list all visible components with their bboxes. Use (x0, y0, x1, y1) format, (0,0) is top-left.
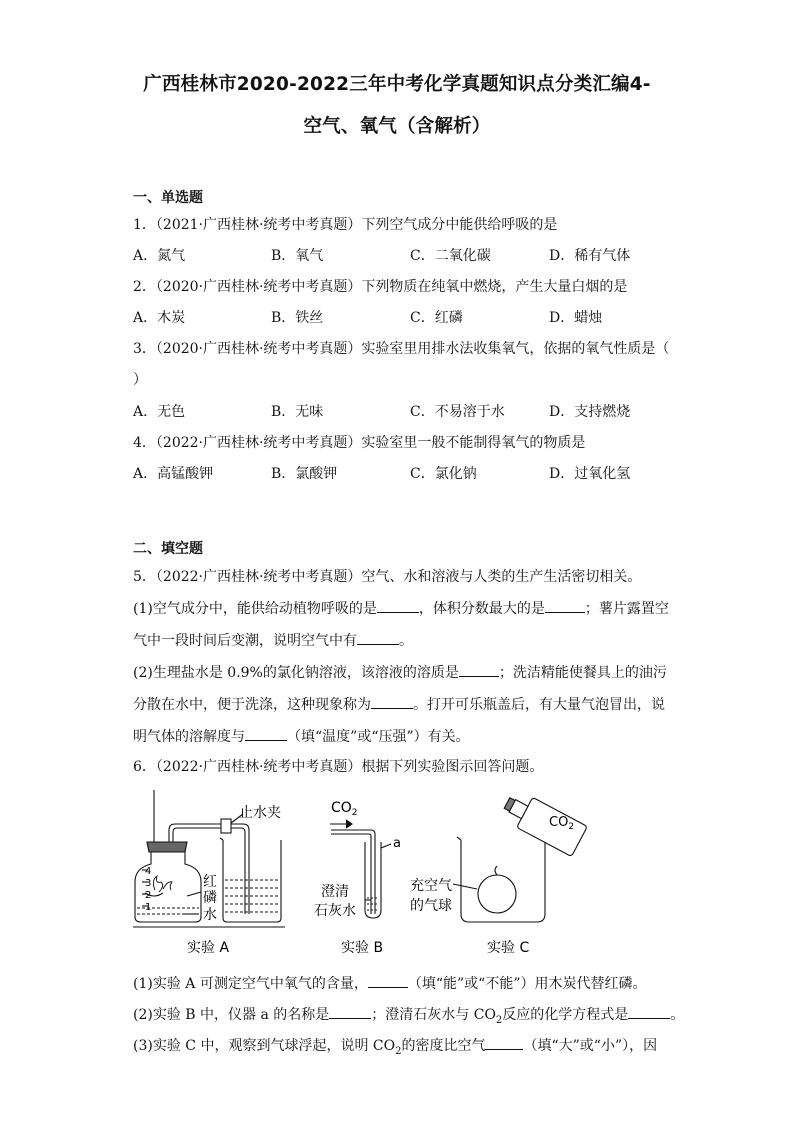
q6-p2-subscript: 2 (495, 1014, 503, 1026)
q6-p1-text-b: （填“能”或“不能”）用木炭代替红磷。 (407, 976, 647, 992)
section-heading-fill-in: 二、填空题 (133, 541, 203, 557)
q6-p3-text-b: 的密度比空气 (401, 1038, 486, 1054)
question-3-stem: 3．（2020·广西桂林·统考中考真题）实验室里用排水法收集氧气，依据的氧气性质是（ (133, 341, 670, 357)
q6-blank-4[interactable] (485, 1035, 523, 1050)
q6-p3-text-a: (3)实验 C 中，观察到气球浮起，说明 CO (133, 1038, 396, 1054)
q5-p1-text-c: ；薯片露置空 (584, 601, 669, 617)
question-2-option-a: A．木炭 (133, 310, 186, 326)
q6-p2-text-d: 。 (670, 1007, 685, 1023)
label-clip: 止水夹 (239, 805, 281, 821)
question-2-option-d: D．蜡烛 (549, 310, 603, 326)
question-5-part-1-line-1 (133, 598, 669, 618)
caption-experiment-a: 实验 A (187, 940, 230, 956)
q6-p3-subscript: 2 (395, 1045, 402, 1057)
caption-experiment-c: 实验 C (487, 940, 530, 956)
q5-blank-3[interactable] (357, 630, 399, 645)
q5-blank-6[interactable] (245, 726, 287, 741)
question-5-part-2-line-1 (133, 662, 667, 682)
question-1-stem: 1．（2021·广西桂林·统考中考真题）下列空气成分中能供给呼吸的是 (133, 217, 558, 233)
experiment-figure (125, 786, 685, 958)
q6-p1-text-a: (1)实验 A 可测定空气中氧气的含量， (133, 976, 368, 992)
q5-p2-text-e: 明气体的溶解度与 (133, 729, 245, 745)
question-3-option-c: C．不易溶于水 (410, 404, 505, 420)
q6-blank-3[interactable] (628, 1004, 670, 1019)
q5-p1-text-a: (1)空气成分中，能供给动植物呼吸的是 (133, 601, 377, 617)
label-red-phosphorus-1: 红 (203, 874, 217, 890)
section-heading-single-choice: 一、单选题 (133, 190, 203, 206)
q5-p1-text-b: ，体积分数最大的是 (418, 601, 545, 617)
q6-p2-text-c: 反应的化学方程式是 (502, 1007, 629, 1023)
question-2-option-b: B．铁丝 (271, 310, 324, 326)
q5-p1-text-e: 。 (399, 633, 413, 649)
document-title-line1: 广西桂林市2020-2022三年中考化学真题知识点分类汇编4- (143, 74, 651, 95)
question-5-part-2-line-3 (133, 726, 470, 746)
label-balloon-1: 充空气 (410, 878, 452, 894)
question-4-option-a: A．高锰酸钾 (133, 466, 214, 482)
question-5-stem: 5．（2022·广西桂林·统考中考真题）空气、水和溶液与人类的生产生活密切相关。 (133, 569, 642, 585)
label-balloon-2: 的气球 (410, 898, 452, 914)
label-water: 水 (203, 907, 217, 923)
question-6-stem: 6．（2022·广西桂林·统考中考真题）根据下列实验图示回答问题。 (133, 759, 544, 775)
question-1-option-b: B．氧气 (271, 248, 324, 264)
q5-p2-text-f: （填“温度”或“压强”）有关。 (287, 729, 470, 745)
q5-blank-2[interactable] (545, 598, 585, 613)
question-6-part-2 (133, 1004, 684, 1026)
label-co2-c: $CO_2$ (549, 815, 575, 832)
q5-p2-text-a: (2)生理盐水是 0.9%的氯化钠溶液，该溶液的溶质是 (133, 665, 459, 681)
scale-mark-4: 4 (145, 866, 152, 877)
label-limewater-2: 石灰水 (314, 903, 356, 919)
q5-blank-4[interactable] (459, 662, 499, 677)
q5-blank-1[interactable] (377, 598, 419, 613)
label-co2-b: $CO_2$ (331, 800, 358, 818)
question-4-option-b: B．氯酸钾 (271, 466, 338, 482)
question-4-option-d: D．过氧化氢 (549, 466, 631, 482)
question-6-part-3 (133, 1035, 657, 1057)
question-3-option-d: D．支持燃烧 (549, 404, 631, 420)
q6-p3-text-c: （填“大”或“小”），因 (523, 1038, 658, 1054)
question-1-option-d: D．稀有气体 (549, 248, 631, 264)
label-red-phosphorus-2: 磷 (203, 890, 217, 906)
question-1-option-a: A．氮气 (133, 248, 186, 264)
question-2-stem: 2．（2020·广西桂林·统考中考真题）下列物质在纯氧中燃烧，产生大量白烟的是 (133, 279, 628, 295)
q5-blank-5[interactable] (371, 694, 413, 709)
q5-p2-text-c: 分散在水中，便于洗涤，这种现象称为 (133, 697, 371, 713)
question-5-part-1-line-2 (133, 630, 413, 650)
scale-mark-1: 1 (145, 902, 152, 913)
label-instrument-a: a (393, 836, 401, 851)
experiment-c-apparatus (453, 788, 587, 922)
question-1-option-c: C．二氧化碳 (410, 248, 491, 264)
question-5-part-2-line-2 (133, 694, 665, 714)
q5-p2-text-b: ；洗洁精能使餐具上的油污 (498, 665, 667, 681)
question-3-stem-continued: ） (133, 372, 147, 388)
question-3-option-a: A．无色 (133, 404, 186, 420)
question-6-part-1 (133, 973, 646, 993)
question-2-option-c: C．红磷 (410, 310, 463, 326)
document-title-line2: 空气、氧气（含解析） (303, 116, 491, 137)
question-4-option-c: C．氯化钠 (410, 466, 477, 482)
label-limewater-1: 澄清 (321, 884, 349, 900)
q5-p2-text-d: 。打开可乐瓶盖后，有大量气泡冒出，说 (413, 697, 665, 713)
q6-p2-text-a: (2)实验 B 中，仪器 a 的名称是 (133, 1007, 330, 1023)
scale-mark-2: 2 (145, 890, 152, 901)
q6-blank-2[interactable] (329, 1004, 371, 1019)
q5-p1-text-d: 气中一段时间后变潮，说明空气中有 (133, 633, 357, 649)
q6-p2-text-b: ；澄清石灰水与 CO (371, 1007, 496, 1023)
q6-blank-1[interactable] (368, 973, 408, 988)
caption-experiment-b: 实验 B (341, 940, 384, 956)
question-4-stem: 4．（2022·广西桂林·统考中考真题）实验室里一般不能制得氧气的物质是 (133, 435, 586, 451)
scale-mark-3: 3 (145, 878, 152, 889)
question-3-option-b: B．无味 (271, 404, 324, 420)
